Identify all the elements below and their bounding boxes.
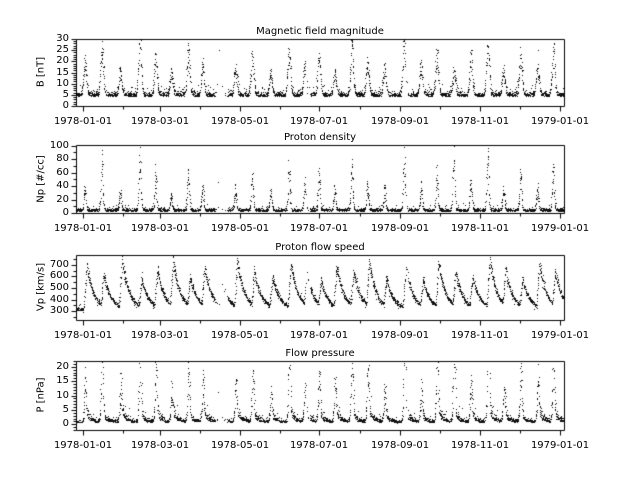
y-tick-label: 15: [56, 67, 69, 78]
y-tick-label: 30: [56, 33, 69, 44]
x-tick-label: 1978-09-01: [370, 330, 430, 341]
x-tick-label: 1979-01-01: [530, 440, 590, 451]
x-tick-label: 1978-09-01: [370, 116, 430, 127]
x-tick-label: 1979-01-01: [530, 330, 590, 341]
y-tick-label: 0: [62, 100, 69, 111]
y-tick-label: 100: [49, 140, 69, 151]
x-tick-label: 1978-01-01: [53, 116, 113, 127]
x-tick-label: 1979-01-01: [530, 116, 590, 127]
x-tick-label: 1978-07-01: [289, 440, 349, 451]
x-tick-label: 1978-03-01: [130, 440, 190, 451]
x-tick-label: 1978-05-01: [210, 440, 270, 451]
y-tick-label: 20: [56, 361, 69, 372]
x-tick-label: 1978-01-01: [53, 330, 113, 341]
x-tick-label: 1978-01-01: [53, 223, 113, 234]
x-tick-label: 1978-09-01: [370, 440, 430, 451]
y-tick-label: 25: [56, 44, 69, 55]
y-axis-label-b: B [nT]: [35, 56, 47, 88]
y-tick-label: 80: [56, 153, 69, 164]
x-tick-label: 1978-03-01: [130, 116, 190, 127]
y-tick-label: 10: [56, 78, 69, 89]
x-tick-label: 1978-03-01: [130, 330, 190, 341]
x-tick-label: 1978-03-01: [130, 223, 190, 234]
panel-title-proton-flow-speed: Proton flow speed: [275, 242, 365, 253]
x-tick-label: 1978-11-01: [450, 116, 510, 127]
y-tick-label: 40: [56, 180, 69, 191]
y-tick-label: 5: [62, 89, 69, 100]
y-tick-label: 10: [56, 390, 69, 401]
y-tick-label: 500: [49, 282, 69, 293]
y-tick-label: 5: [62, 404, 69, 415]
x-tick-label: 1978-07-01: [289, 330, 349, 341]
y-tick-label: 15: [56, 375, 69, 386]
x-tick-label: 1978-05-01: [210, 116, 270, 127]
x-tick-label: 1978-11-01: [450, 440, 510, 451]
panel-title-flow-pressure: Flow pressure: [285, 348, 355, 359]
y-tick-label: 600: [49, 270, 69, 281]
y-tick-label: 700: [49, 259, 69, 270]
y-tick-label: 300: [49, 305, 69, 316]
x-tick-label: 1978-11-01: [450, 330, 510, 341]
panel-title-magnetic-field: Magnetic field magnitude: [256, 26, 384, 37]
y-axis-label-vp: Vp [km/s]: [35, 262, 47, 312]
y-tick-label: 0: [62, 207, 69, 218]
y-axis-label-p: P [nPa]: [35, 377, 47, 413]
x-tick-label: 1979-01-01: [530, 223, 590, 234]
x-tick-label: 1978-01-01: [53, 440, 113, 451]
x-tick-label: 1978-07-01: [289, 223, 349, 234]
panel-title-proton-density: Proton density: [283, 132, 357, 143]
x-tick-label: 1978-05-01: [210, 330, 270, 341]
y-tick-label: 0: [62, 418, 69, 429]
y-axis-label-np: Np [#/cc]: [35, 155, 47, 203]
y-tick-label: 60: [56, 167, 69, 178]
x-tick-label: 1978-09-01: [370, 223, 430, 234]
x-tick-label: 1978-07-01: [289, 116, 349, 127]
y-tick-label: 20: [56, 194, 69, 205]
x-tick-label: 1978-05-01: [210, 223, 270, 234]
y-tick-label: 400: [49, 294, 69, 305]
y-tick-label: 20: [56, 55, 69, 66]
x-tick-label: 1978-11-01: [450, 223, 510, 234]
